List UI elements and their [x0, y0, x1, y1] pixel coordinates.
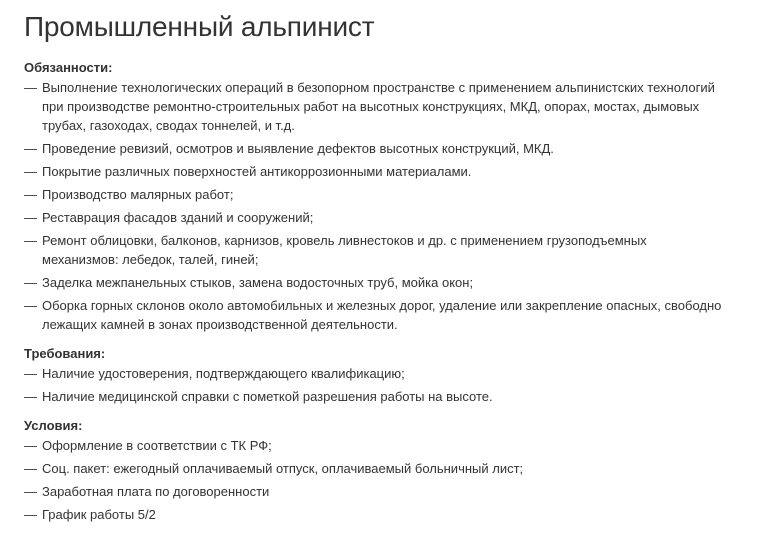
list-item	[24, 459, 722, 478]
section-duties	[24, 59, 744, 334]
page-title: Промышленный альпинист	[24, 11, 375, 42]
list-item	[24, 78, 722, 135]
bullet-dash: —	[24, 461, 37, 476]
conditions-list	[24, 436, 744, 524]
bullet-dash: —	[24, 484, 37, 499]
section-requirements	[24, 345, 744, 406]
bullet-dash: —	[24, 187, 37, 202]
bullet-dash: —	[24, 275, 37, 290]
list-item-text: Заработная плата по договоренности	[42, 484, 270, 499]
list-item-text: График работы 5/2	[42, 507, 156, 522]
list-item	[24, 364, 722, 383]
requirements-list	[24, 364, 744, 406]
list-item	[24, 387, 722, 406]
section-heading-duties: Обязанности:	[24, 60, 113, 75]
bullet-dash: —	[24, 507, 37, 522]
bullet-dash: —	[24, 366, 37, 381]
section-heading-conditions: Условия:	[24, 418, 83, 433]
list-item	[24, 273, 722, 292]
list-item-text: Заделка межпанельных стыков, замена водосточных труб, мойка окон;	[42, 275, 474, 290]
list-item-text: Производство малярных работ;	[42, 187, 234, 202]
list-item-text: Наличие удостоверения, подтверждающего квалификацию;	[42, 366, 405, 381]
bullet-dash: —	[24, 438, 37, 453]
section-heading-requirements: Требования:	[24, 346, 106, 361]
list-item-text: Реставрация фасадов зданий и сооружений;	[42, 210, 314, 225]
list-item	[24, 296, 722, 334]
bullet-dash: —	[24, 210, 37, 225]
list-item	[24, 231, 722, 269]
list-item	[24, 436, 722, 455]
bullet-dash: —	[24, 389, 37, 404]
list-item-text: Соц. пакет: ежегодный оплачиваемый отпуск, оплачиваемый больничный лист;	[42, 461, 524, 476]
section-conditions	[24, 417, 744, 524]
list-item-text: Проведение ревизий, осмотров и выявление дефектов высотных конструкций, МКД.	[42, 141, 554, 156]
list-item	[24, 139, 722, 158]
list-item	[24, 505, 722, 524]
bullet-dash: —	[24, 233, 37, 248]
bullet-dash: —	[24, 80, 37, 95]
list-item-text: Покрытие различных поверхностей антикоррозионными материалами.	[42, 164, 472, 179]
bullet-dash: —	[24, 298, 37, 313]
duties-list	[24, 78, 744, 334]
list-item	[24, 482, 722, 501]
list-item	[24, 208, 722, 227]
list-item	[24, 185, 722, 204]
bullet-dash: —	[24, 141, 37, 156]
list-item-text: Ремонт облицовки, балконов, карнизов, кровель ливнестоков и др. с применением грузоподъемных механизмов: лебедок, талей, гиней;	[42, 233, 647, 267]
bullet-dash: —	[24, 164, 37, 179]
list-item-text: Оборка горных склонов около автомобильных и железных дорог, удаление или закрепление опасных, свободно лежащих камней в зонах производственной деятельности.	[42, 298, 722, 332]
list-item-text: Наличие медицинской справки с пометкой разрешения работы на высоте.	[42, 389, 493, 404]
list-item	[24, 162, 722, 181]
list-item-text: Выполнение технологических операций в безопорном пространстве с применением альпинистских технологий при производстве ремонтно-строительных работ на высотных конструкциях, МКД, опорах, мостах, дымовых трубах, газоходах, сводах тоннелей, и т.д.	[42, 80, 715, 133]
list-item-text: Оформление в соответствии с ТК РФ;	[42, 438, 272, 453]
